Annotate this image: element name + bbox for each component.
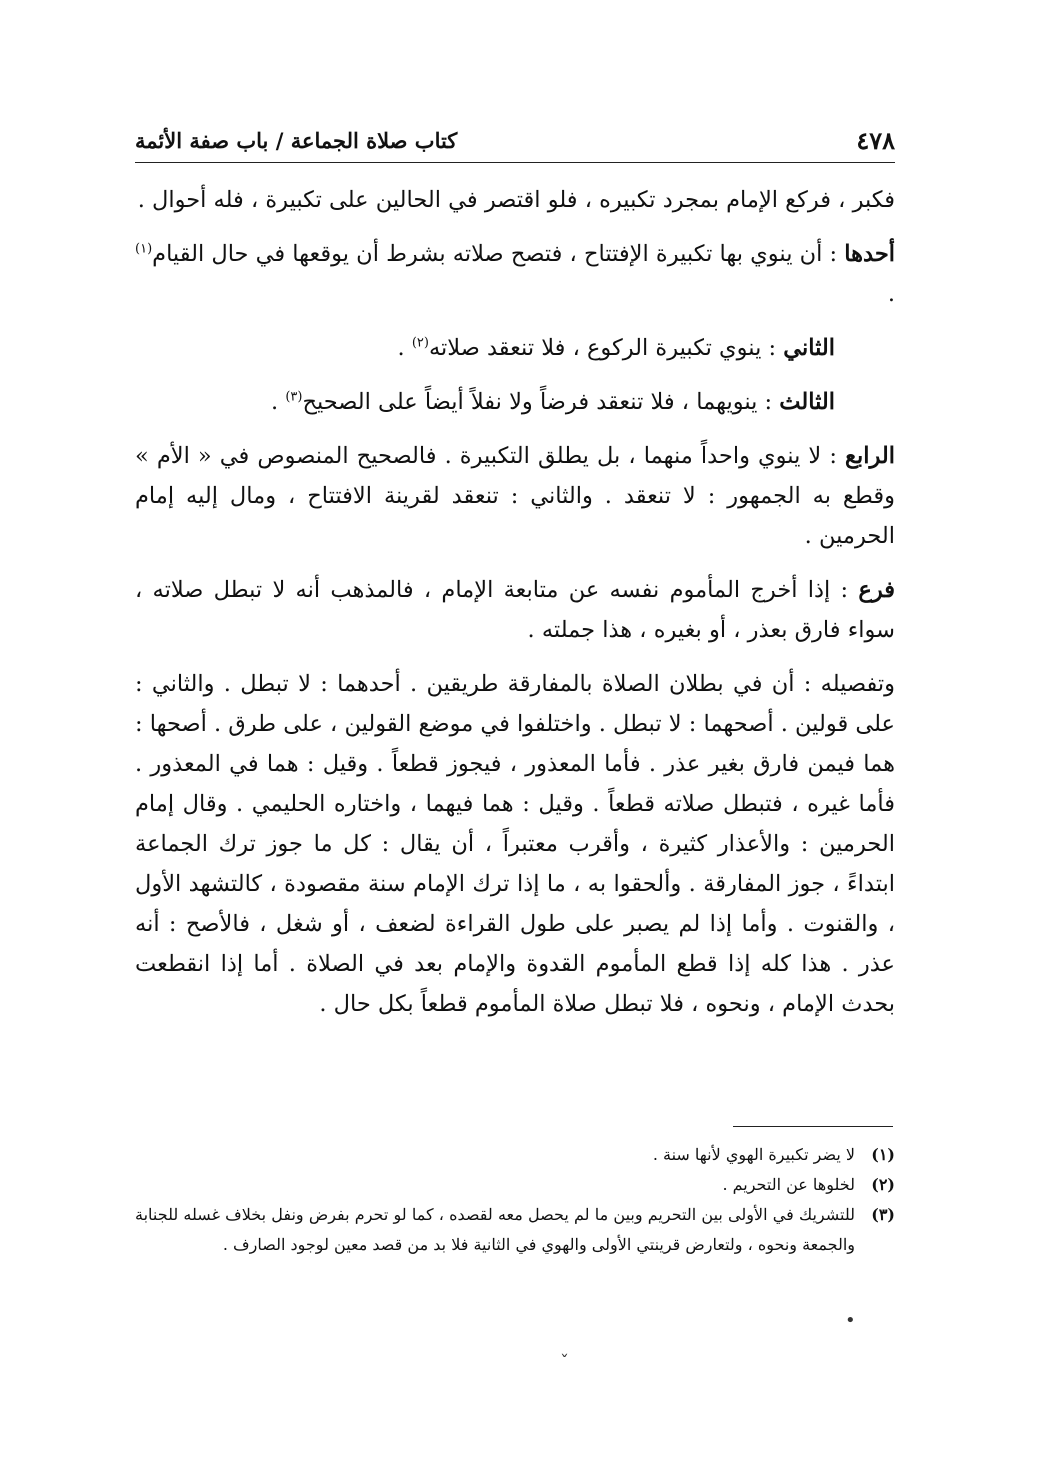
footnote-ref: (٣) xyxy=(285,389,303,405)
paragraph-text: وتفصيله : أن في بطلان الصلاة بالمفارقة طريقين . أحدهما : لا تبطل . والثاني : على قولين . أصحهما : لا تبطل . واختلفوا في موضع القولين ، على طرق . أصحها : هما فيمن فارق بغير عذر . فأما المعذور ، فيجوز قطعاً . وقيل : هما في المعذور . فأما غيره ، فتبطل صلاته قطعاً . وقيل : هما فيهما ، واختاره الحليمي . وقال إمام الحرمين : والأعذار كثيرة ، وأقرب معتبراً ، أن يقال : كل ما جوز ترك الجماعة ابتداءً ، جوز المفارقة . وألحقوا به ، ما إذا ترك الإمام سنة مقصودة ، كالتشهد الأول ، والقنوت . وأما إذا لم يصبر على طول القراءة لضعف ، أو شغل ، فالأصح : أنه عذر . هذا كله إذا قطع المأموم القدوة والإمام بعد في الصلاة . أما إذا انقطعت بحدث الإمام ، ونحوه ، فلا تبطل صلاة المأموم قطعاً بكل حال . xyxy=(135,671,895,1017)
footnote-ref: (١) xyxy=(135,241,153,257)
footnote-text: لا يضر تكبيرة الهوي لأنها سنة . xyxy=(652,1145,855,1164)
scan-speck: ˇ xyxy=(560,1352,569,1373)
page-number: ٤٧٨ xyxy=(856,126,895,155)
footnote-number: (١) xyxy=(871,1145,895,1164)
paragraph-text: فكبر ، فركع الإمام بمجرد تكبيره ، فلو اقتصر في الحالين على تكبيرة ، فله أحوال . xyxy=(137,187,895,213)
paragraph-tail: . xyxy=(271,389,286,415)
page-header xyxy=(135,122,895,163)
main-text xyxy=(135,180,895,1038)
paragraph-tail: . xyxy=(887,281,895,307)
paragraph xyxy=(135,382,895,422)
paragraph-lead: الرابع xyxy=(844,443,895,469)
paragraph xyxy=(135,570,895,650)
paragraph-text: : أن ينوي بها تكبيرة الإفتتاح ، فتصح صلاته بشرط أن يوقعها في حال القيام xyxy=(152,241,845,267)
footnotes xyxy=(135,1140,895,1260)
paragraph xyxy=(135,234,895,314)
running-title: كتاب صلاة الجماعة / باب صفة الأئمة xyxy=(135,128,458,153)
paragraph-tail: . xyxy=(397,335,412,361)
footnote-number: (٣) xyxy=(871,1205,895,1224)
footnote-number: (٢) xyxy=(871,1175,895,1194)
paragraph-lead: فرع xyxy=(858,577,895,603)
paragraph-lead: الثاني xyxy=(783,335,835,361)
paragraph-text: : ينوي تكبيرة الركوع ، فلا تنعقد صلاته xyxy=(428,335,784,361)
paragraph xyxy=(135,328,895,368)
paragraph-text: : لا ينوي واحداً منهما ، بل يطلق التكبيرة . فالصحيح المنصوص في « الأم » وقطع به الجمهور : لا تنعقد . والثاني : تنعقد لقرينة الافتتاح ، ومال إليه إمام الحرمين . xyxy=(135,443,895,549)
footnote-item xyxy=(135,1140,895,1170)
paragraph xyxy=(135,436,895,556)
paragraph-lead: الثالث xyxy=(779,389,835,415)
footnote-text: لخلوها عن التحريم . xyxy=(722,1175,855,1194)
footnote-divider xyxy=(733,1126,893,1127)
footnote-text: للتشريك في الأولى بين التحريم وبين ما لم يحصل معه لقصده ، كما لو تحرم بفرض ونفل بخلاف غسله للجنابة والجمعة ونحوه ، ولتعارض قرينتي الأولى والهوي في الثانية فلا بد من قصد معين لوجود الصارف . xyxy=(135,1205,855,1254)
scan-speck: • xyxy=(845,1310,856,1331)
paragraph-text: : ينويهما ، فلا تنعقد فرضاً ولا نفلاً أيضاً على الصحيح xyxy=(302,389,780,415)
footnote-item xyxy=(135,1200,895,1260)
paragraph xyxy=(135,180,895,220)
paragraph-text: : إذا أخرج المأموم نفسه عن متابعة الإمام ، فالمذهب أنه لا تبطل صلاته ، سواء فارق بعذر ، أو بغيره ، هذا جملته . xyxy=(135,577,895,643)
footnote-item xyxy=(135,1170,895,1200)
paragraph-lead: أحدها xyxy=(844,241,895,267)
footnote-ref: (٢) xyxy=(411,335,429,351)
paragraph xyxy=(135,664,895,1024)
